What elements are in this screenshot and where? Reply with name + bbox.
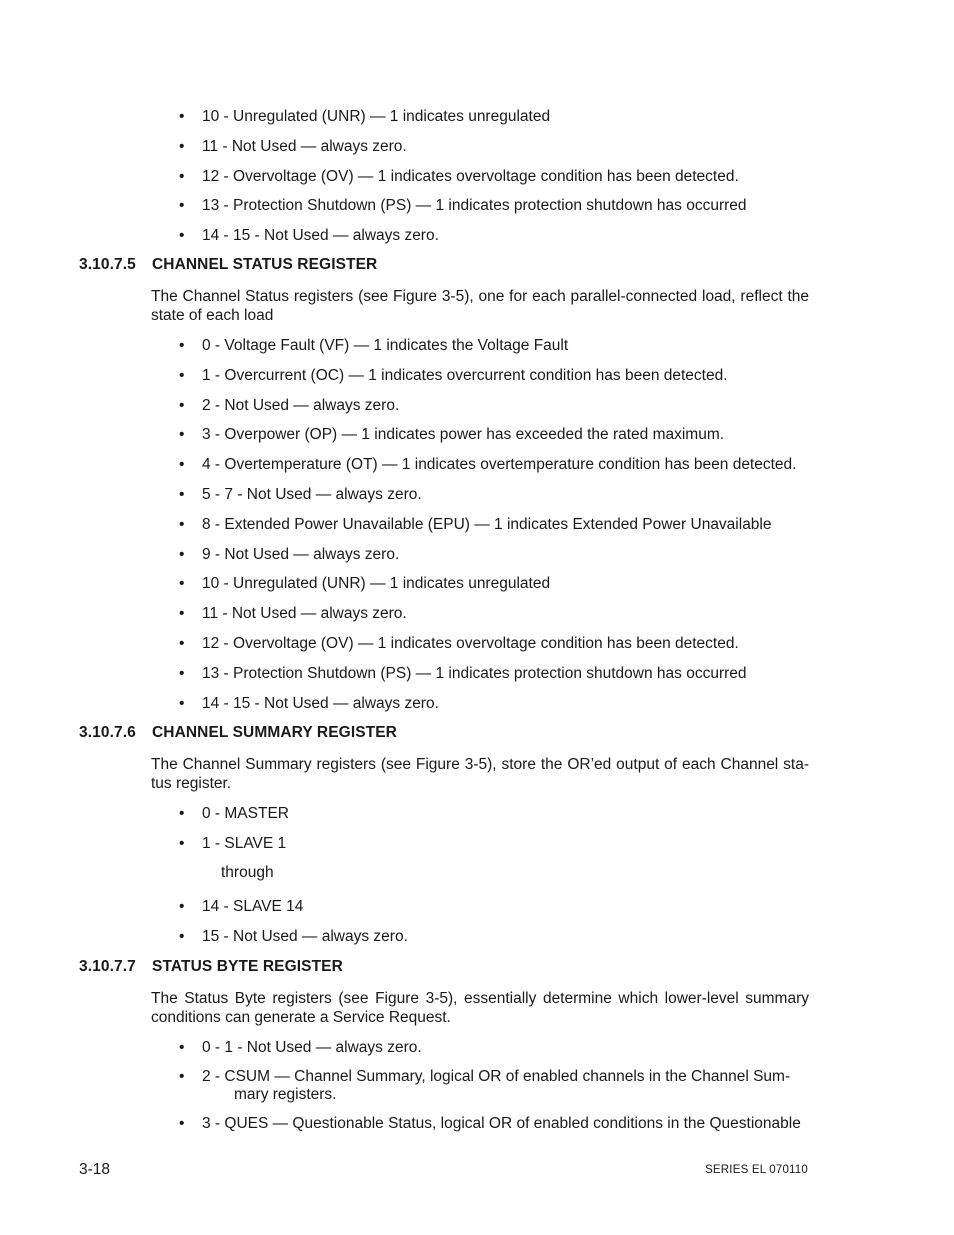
bullet-list-status-byte bbox=[178, 1039, 810, 1133]
list-item: • 14 - 15 - Not Used — always zero. bbox=[178, 227, 810, 245]
bullet-list-channel-summary-b bbox=[178, 898, 810, 958]
section-title: CHANNEL SUMMARY REGISTER bbox=[152, 724, 397, 741]
section-number: 3.10.7.7 bbox=[79, 958, 136, 975]
list-item: • 1 - Overcurrent (OC) — 1 indicates overcurrent condition has been detected. bbox=[178, 367, 810, 385]
list-item: • 8 - Extended Power Unavailable (EPU) — 1 indicates Extended Power Unavailable bbox=[178, 516, 810, 534]
section-number: 3.10.7.6 bbox=[79, 724, 136, 741]
section-paragraph: The Channel Status registers (see Figure 3-5), one for each parallel-connected load, reflect the state of each load bbox=[151, 288, 809, 324]
through-label: through bbox=[221, 864, 274, 881]
list-item: • 12 - Overvoltage (OV) — 1 indicates overvoltage condition has been detected. bbox=[178, 168, 810, 186]
page-number: 3-18 bbox=[79, 1161, 111, 1178]
list-item: • 13 - Protection Shutdown (PS) — 1 indicates protection shutdown has occurred bbox=[178, 197, 810, 215]
list-item: • 1 - SLAVE 1 bbox=[178, 835, 810, 853]
list-item: • 12 - Overvoltage (OV) — 1 indicates overvoltage condition has been detected. bbox=[178, 635, 810, 653]
list-item: • 5 - 7 - Not Used — always zero. bbox=[178, 486, 810, 504]
list-item-line: mary registers. bbox=[234, 1086, 337, 1103]
list-item: • 3 - QUES — Questionable Status, logical OR of enabled conditions in the Questionable bbox=[178, 1115, 810, 1133]
list-item: • 15 - Not Used — always zero. bbox=[178, 928, 810, 946]
section-heading-3-10-7-5 bbox=[79, 256, 377, 274]
document-id: SERIES EL 070110 bbox=[705, 1164, 808, 1176]
list-item bbox=[178, 1068, 810, 1104]
list-item: • 14 - SLAVE 14 bbox=[178, 898, 810, 916]
section-paragraph: The Status Byte registers (see Figure 3-5), essentially determine which lower-level summary conditions can generate a Service Request. bbox=[151, 990, 809, 1026]
list-item: • 0 - 1 - Not Used — always zero. bbox=[178, 1039, 810, 1057]
list-item: • 11 - Not Used — always zero. bbox=[178, 138, 810, 156]
list-item: • 10 - Unregulated (UNR) — 1 indicates unregulated bbox=[178, 108, 810, 126]
section-title: STATUS BYTE REGISTER bbox=[152, 958, 343, 975]
list-item: • 0 - MASTER bbox=[178, 805, 810, 823]
list-item: • 13 - Protection Shutdown (PS) — 1 indicates protection shutdown has occurred bbox=[178, 665, 810, 683]
section-paragraph: The Channel Summary registers (see Figure 3-5), store the OR’ed output of each Channel sta-tus register. bbox=[151, 756, 809, 792]
list-item: • 11 - Not Used — always zero. bbox=[178, 605, 810, 623]
list-item: • 3 - Overpower (OP) — 1 indicates power has exceeded the rated maximum. bbox=[178, 426, 810, 444]
list-item: • 14 - 15 - Not Used — always zero. bbox=[178, 695, 810, 713]
list-item: • 9 - Not Used — always zero. bbox=[178, 546, 810, 564]
bullet-list-top bbox=[178, 108, 810, 257]
section-number: 3.10.7.5 bbox=[79, 256, 136, 273]
bullet-list-channel-status bbox=[178, 337, 810, 724]
section-title: CHANNEL STATUS REGISTER bbox=[152, 256, 378, 273]
list-item: • 10 - Unregulated (UNR) — 1 indicates unregulated bbox=[178, 575, 810, 593]
list-item: • 4 - Overtemperature (OT) — 1 indicates overtemperature condition has been detected. bbox=[178, 456, 810, 474]
bullet-list-channel-summary-a bbox=[178, 805, 810, 865]
list-item: • 2 - Not Used — always zero. bbox=[178, 397, 810, 415]
section-heading-3-10-7-6 bbox=[79, 724, 397, 742]
list-item: • 0 - Voltage Fault (VF) — 1 indicates the Voltage Fault bbox=[178, 337, 810, 355]
list-item-line: • 2 - CSUM — Channel Summary, logical OR of enabled channels in the Channel Sum- bbox=[202, 1068, 791, 1085]
section-heading-3-10-7-7 bbox=[79, 958, 343, 976]
